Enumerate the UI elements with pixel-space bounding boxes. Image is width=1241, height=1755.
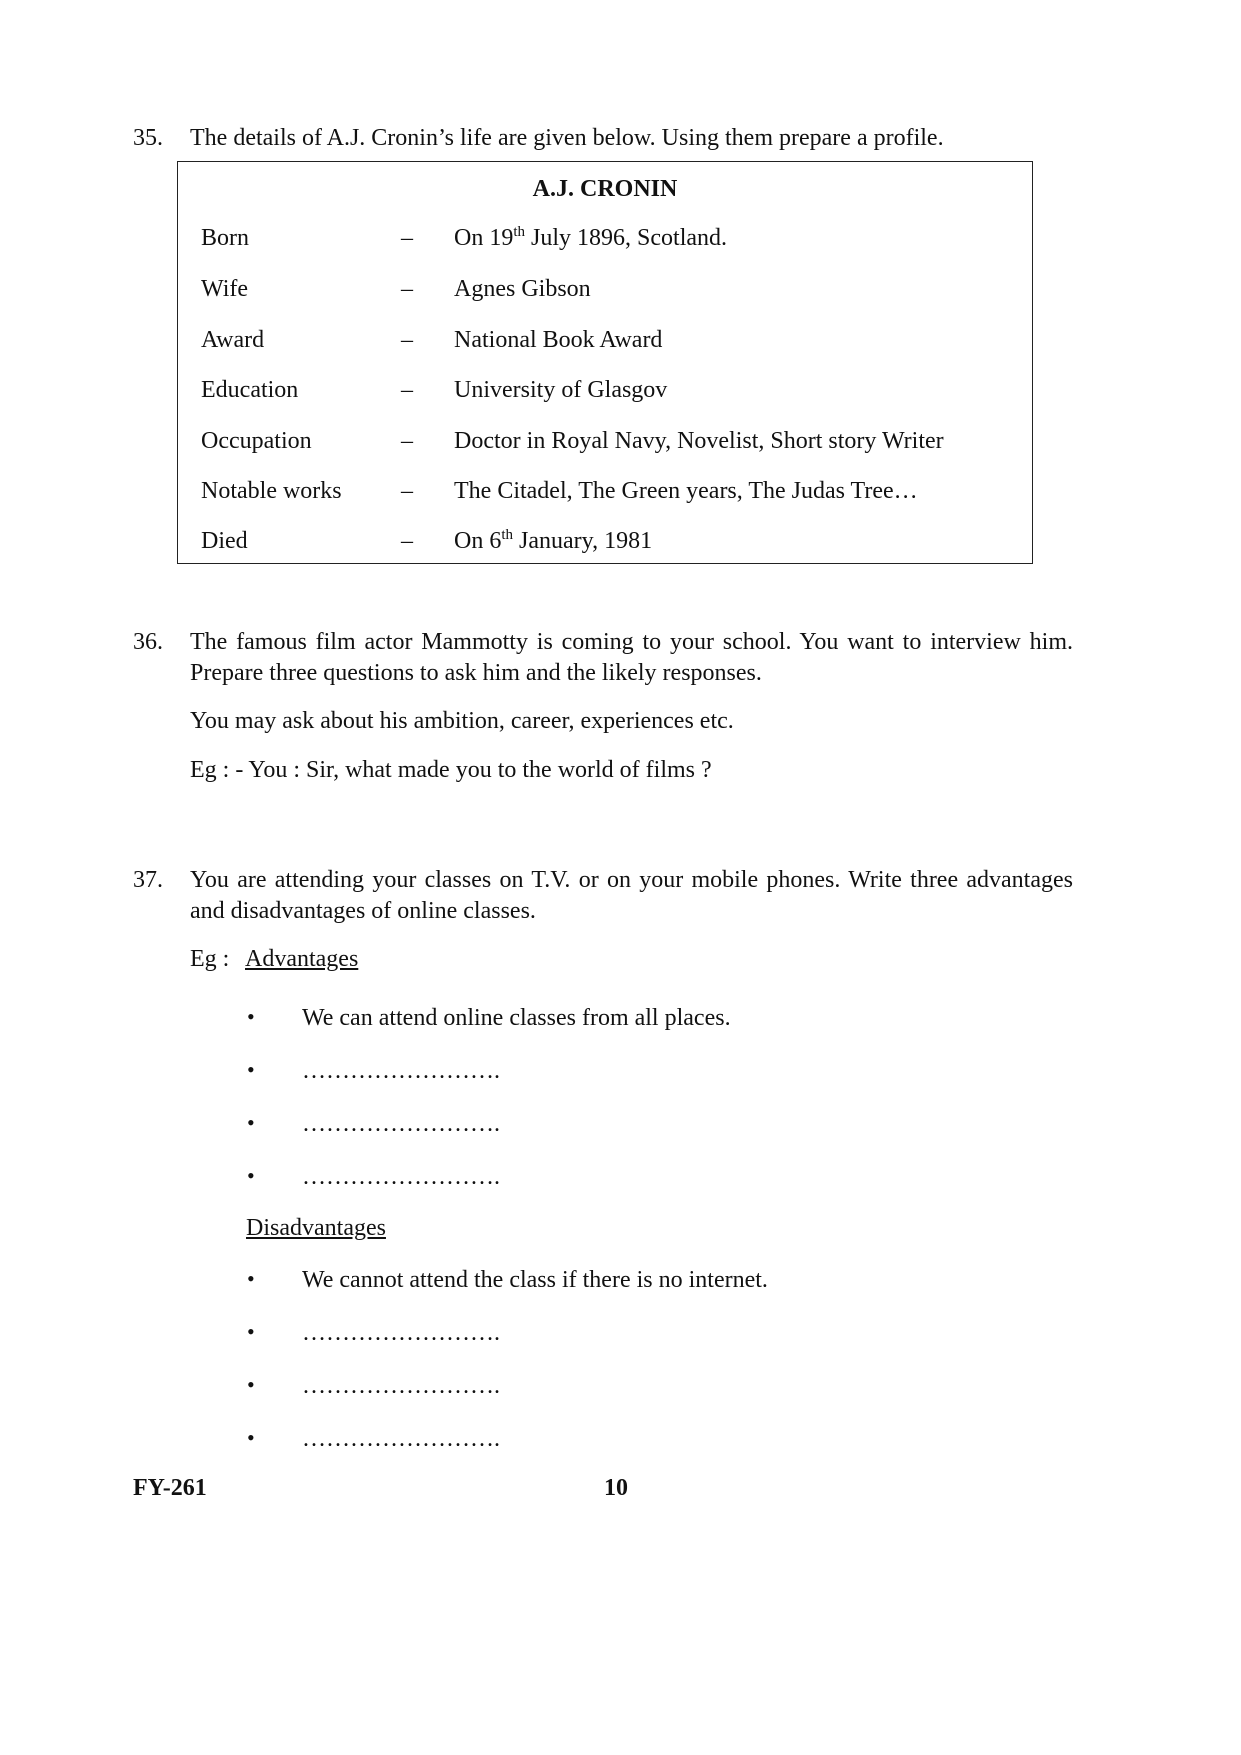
profile-dash: – — [401, 428, 413, 454]
question-36 — [133, 627, 1073, 786]
bullet-icon: • — [247, 1425, 255, 1450]
profile-value: Doctor in Royal Navy, Novelist, Short story Writer — [454, 428, 944, 454]
page-number: 10 — [604, 1475, 628, 1501]
ordinal-suffix: th — [501, 527, 514, 543]
profile-value: On 19th July 1896, Scotland. — [454, 224, 728, 251]
profile-label: Died — [201, 528, 248, 554]
question-35 — [133, 123, 1073, 154]
list-item-text: We cannot attend the class if there is no internet. — [302, 1267, 768, 1293]
list-item-text: ……………………. — [302, 1058, 500, 1084]
profile-dash: – — [401, 377, 413, 403]
profile-label: Born — [201, 225, 249, 251]
profile-value: University of Glasgov — [454, 377, 668, 403]
example-line — [190, 944, 1073, 975]
question-number: 36. — [133, 629, 163, 655]
profile-label: Education — [201, 377, 299, 403]
question-number: 35. — [133, 125, 163, 151]
profile-value: The Citadel, The Green years, The Judas Tree… — [454, 478, 918, 504]
profile-title: A.J. CRONIN — [532, 176, 678, 202]
profile-box — [177, 161, 1033, 564]
list-item-text: ……………………. — [302, 1111, 500, 1137]
question-37 — [133, 865, 1073, 994]
profile-label: Wife — [201, 276, 249, 302]
paper-code: FY-261 — [133, 1475, 207, 1501]
bullet-icon: • — [247, 1110, 255, 1135]
profile-value: Agnes Gibson — [454, 276, 591, 302]
profile-value: On 6th January, 1981 — [454, 527, 653, 554]
profile-dash: – — [401, 528, 413, 554]
profile-label: Notable works — [201, 478, 342, 504]
list-item-text: ……………………. — [302, 1373, 500, 1399]
bullet-icon: • — [247, 1057, 255, 1082]
bullet-icon: • — [247, 1372, 255, 1397]
ordinal-suffix: th — [513, 224, 526, 240]
bullet-icon: • — [247, 1004, 255, 1029]
profile-dash: – — [401, 327, 413, 353]
profile-label: Award — [201, 327, 265, 353]
question-example: Eg : - You : Sir, what made you to the world of films ? — [190, 756, 712, 783]
bullet-icon: • — [247, 1319, 255, 1344]
bullet-icon: • — [247, 1266, 255, 1291]
list-item-text: ……………………. — [302, 1164, 500, 1190]
list-item-text: ……………………. — [302, 1426, 500, 1452]
profile-label: Occupation — [201, 428, 312, 454]
question-text: The details of A.J. Cronin’s life are given below. Using them prepare a profile. — [190, 125, 944, 151]
question-text: You are attending your classes on T.V. or on your mobile phones. Write three advantages and disadvantages of online classes. — [190, 867, 1073, 925]
profile-dash: – — [401, 276, 413, 302]
profile-dash: – — [401, 478, 413, 504]
question-number: 37. — [133, 867, 163, 893]
question-text: The famous film actor Mammotty is coming to your school. You want to interview him. Prepare three questions to ask him and the likely responses. — [190, 629, 1073, 687]
bullet-icon: • — [247, 1163, 255, 1188]
question-hint: You may ask about his ambition, career, experiences etc. — [190, 708, 734, 735]
list-item-text: ……………………. — [302, 1320, 500, 1346]
example-label: Eg : — [190, 946, 230, 973]
list-item-text: We can attend online classes from all places. — [302, 1005, 731, 1031]
disadvantages-heading: Disadvantages — [246, 1215, 386, 1241]
profile-dash: – — [401, 225, 413, 251]
advantages-heading: Advantages — [245, 946, 359, 973]
profile-value: National Book Award — [454, 327, 663, 353]
